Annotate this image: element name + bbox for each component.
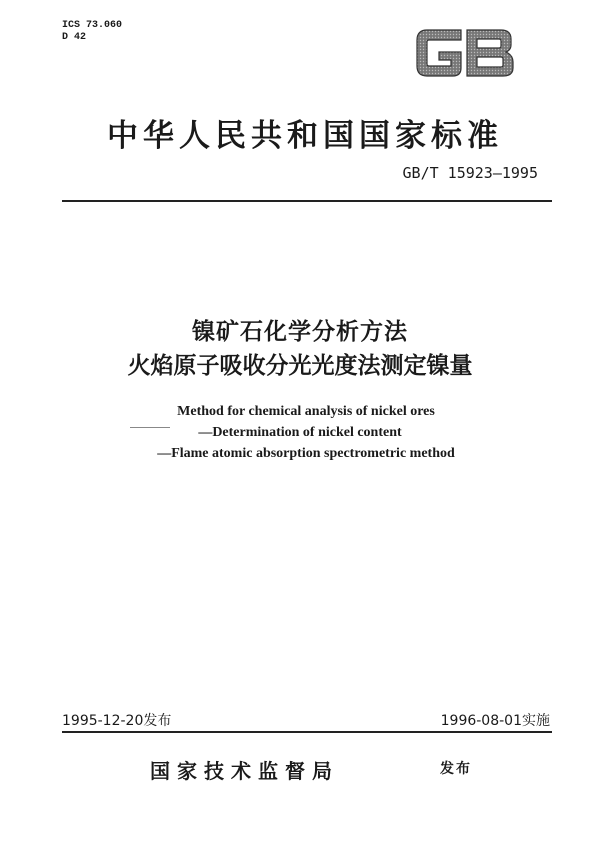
national-standard-title: 中华人民共和国国家标准 xyxy=(107,118,503,154)
classification-codes xyxy=(62,20,122,44)
standard-code: GB/T 15923—1995 xyxy=(402,164,538,182)
implementation-date: 1996-08-01实施 xyxy=(440,713,550,729)
ics-code: ICS 73.060 xyxy=(62,20,123,31)
en-title-line-3: —Flame atomic absorption spectrometric method xyxy=(157,446,455,461)
issuing-authority: 国家技术监督局 xyxy=(150,759,339,783)
publish-label: 发布 xyxy=(440,761,472,777)
cn-title-line-2: 火焰原子吸收分光光度法测定镍量 xyxy=(127,353,473,379)
gb-logo xyxy=(413,24,517,82)
en-title-line-2: —Determination of nickel content xyxy=(198,425,402,440)
top-divider xyxy=(62,200,552,202)
cn-title-line-1: 镍矿石化学分析方法 xyxy=(192,319,408,345)
issue-date: 1995-12-20发布 xyxy=(62,713,172,729)
svg-text:GB: GB xyxy=(465,80,467,81)
bottom-divider xyxy=(62,731,552,733)
ccs-code: D 42 xyxy=(62,32,87,43)
en-title-line-1: Method for chemical analysis of nickel ores xyxy=(177,404,435,419)
